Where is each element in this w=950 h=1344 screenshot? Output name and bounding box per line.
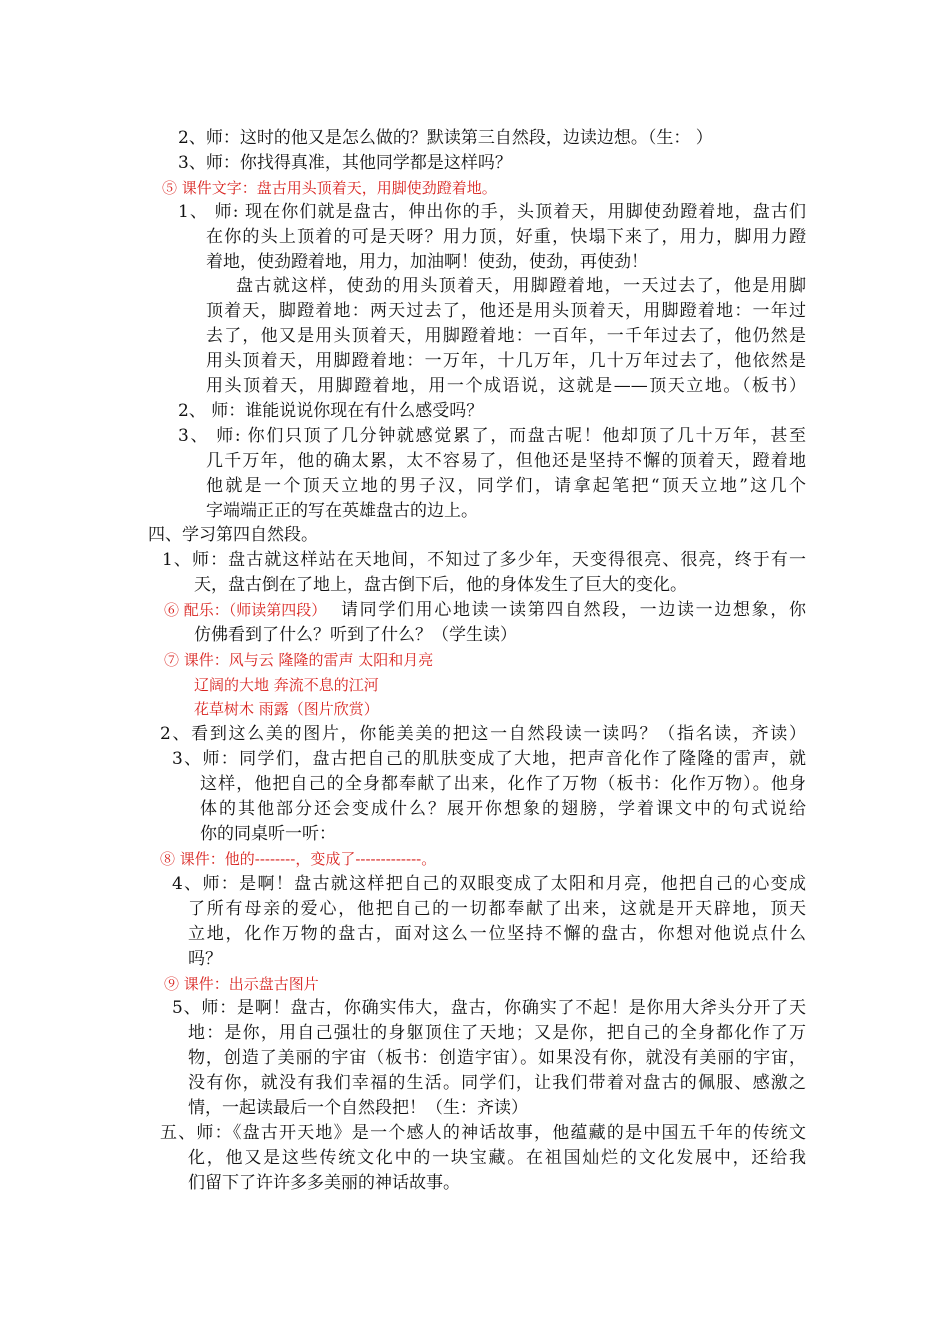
text-line: 3、 师: 你们只顶了几分钟就感觉累了，而盘古呢！他却顶了几十万年，甚至: [178, 426, 806, 446]
text-line: 你的同桌听一听：: [200, 824, 336, 844]
text-line: 用头顶着天，用脚蹬着地，用一个成语说，这就是——顶天立地。（板书）: [206, 376, 806, 396]
text-line: 情，一起读最后一个自然段把！（生：齐读）: [188, 1098, 528, 1118]
music-note: ⑥ 配乐：（师读第四段）: [164, 601, 327, 619]
text-line: 3、师：你找得真准，其他同学都是这样吗？: [178, 153, 512, 173]
text-line: 2、看到这么美的图片，你能美美的把这一自然段读一读吗？（指名读，齐读）: [160, 724, 806, 744]
text-line: 字端端正正的写在英雄盘古的边上。: [206, 501, 478, 521]
courseware-note: ⑧ 课件：他的--------，变成了-------------。: [160, 850, 437, 868]
courseware-note: 花草树木 雨露（图片欣赏）: [194, 700, 379, 718]
text-line: 4、师：是啊！盘古就这样把自己的双眼变成了太阳和月亮，他把自己的心变成: [172, 874, 806, 894]
text-line: 2、师：这时的他又是怎么做的？默读第三自然段，边读边想。（生： ）: [178, 128, 713, 148]
text-line: 着地，使劲蹬着地，用力，加油啊！使劲，使劲，再使劲！: [206, 252, 648, 272]
text-line: 顶着天，脚蹬着地：两天过去了，他还是用头顶着天，用脚蹬着地：一年过: [206, 301, 806, 321]
text-line: 们留下了许许多多美丽的神话故事。: [188, 1173, 460, 1193]
text-line: 在你的头上顶着的可是天呀？用力顶，好重，快塌下来了，用力，脚用力蹬: [206, 227, 806, 247]
text-line: 用头顶着天，用脚蹬着地：一万年，十几万年，几十万年过去了，他依然是: [206, 351, 806, 371]
text-line: 盘古就这样，使劲的用头顶着天，用脚蹬着地，一天过去了，他是用脚: [236, 276, 806, 296]
text-line: 请同学们用心地读一读第四自然段，一边读一边想象，你: [341, 600, 806, 620]
text-line: 天，盘古倒在了地上，盘古倒下后，他的身体发生了巨大的变化。: [194, 575, 687, 595]
text-line: 这样，他把自己的全身都奉献了出来，化作了万物（板书：化作万物）。他身: [200, 774, 806, 794]
courseware-note: 辽阔的大地 奔流不息的江河: [194, 676, 379, 694]
text-line: 体的其他部分还会变成什么？展开你想象的翅膀，学着课文中的句式说给: [200, 799, 806, 819]
text-line: 几千万年，他的确太累，太不容易了，但他还是坚持不懈的顶着天，蹬着地: [206, 451, 806, 471]
text-line: 没有你，就没有我们幸福的生活。同学们，让我们带着对盘古的佩服、感激之: [188, 1073, 806, 1093]
text-line: 了所有母亲的爱心，他把自己的一切都奉献了出来，这就是开天辟地，顶天: [188, 899, 806, 919]
section-heading: 四、学习第四自然段。: [148, 525, 318, 545]
text-line: 物，创造了美丽的宇宙（板书：创造宇宙）。如果没有你，就没有美丽的宇宙，: [188, 1048, 806, 1068]
courseware-note: ⑤ 课件文字：盘古用头顶着天，用脚使劲蹬着地。: [162, 179, 497, 197]
text-line: 吗？: [188, 949, 222, 969]
text-line: 去了，他又是用头顶着天，用脚蹬着地：一百年，一千年过去了，他仍然是: [206, 326, 806, 346]
text-line: 他就是一个顶天立地的男子汉，同学们，请拿起笔把“顶天立地”这几个: [206, 476, 806, 496]
courseware-note: ⑨ 课件：出示盘古图片: [164, 975, 319, 993]
text-line: 1、 师: 现在你们就是盘古，伸出你的手，头顶着天，用脚使劲蹬着地，盘古们: [178, 202, 806, 222]
text-line: 地：是你，用自己强壮的身躯顶住了天地；又是你，把自己的全身都化作了万: [188, 1023, 806, 1043]
text-line: 立地，化作万物的盘古，面对这么一位坚持不懈的盘古，你想对他说点什么: [188, 924, 806, 944]
text-line: 5、师：是啊！盘古，你确实伟大，盘古，你确实了不起！是你用大斧头分开了天: [172, 998, 806, 1018]
text-line: 2、 师：谁能说说你现在有什么感受吗？: [178, 401, 484, 421]
text-line: 化，他又是这些传统文化中的一块宝藏。在祖国灿烂的文化发展中，还给我: [188, 1148, 806, 1168]
courseware-note: ⑦ 课件：风与云 隆隆的雷声 太阳和月亮: [164, 651, 434, 669]
text-line: 仿佛看到了什么？听到了什么？（学生读）: [194, 625, 517, 645]
text-line: 1、师：盘古就这样站在天地间，不知过了多少年，天变得很亮、很亮，终于有一: [162, 550, 806, 570]
text-line: 3、师：同学们，盘古把自己的肌肤变成了大地，把声音化作了隆隆的雷声，就: [172, 749, 806, 769]
text-line: 五、师：《盘古开天地》是一个感人的神话故事，他蕴藏的是中国五千年的传统文: [160, 1123, 806, 1143]
